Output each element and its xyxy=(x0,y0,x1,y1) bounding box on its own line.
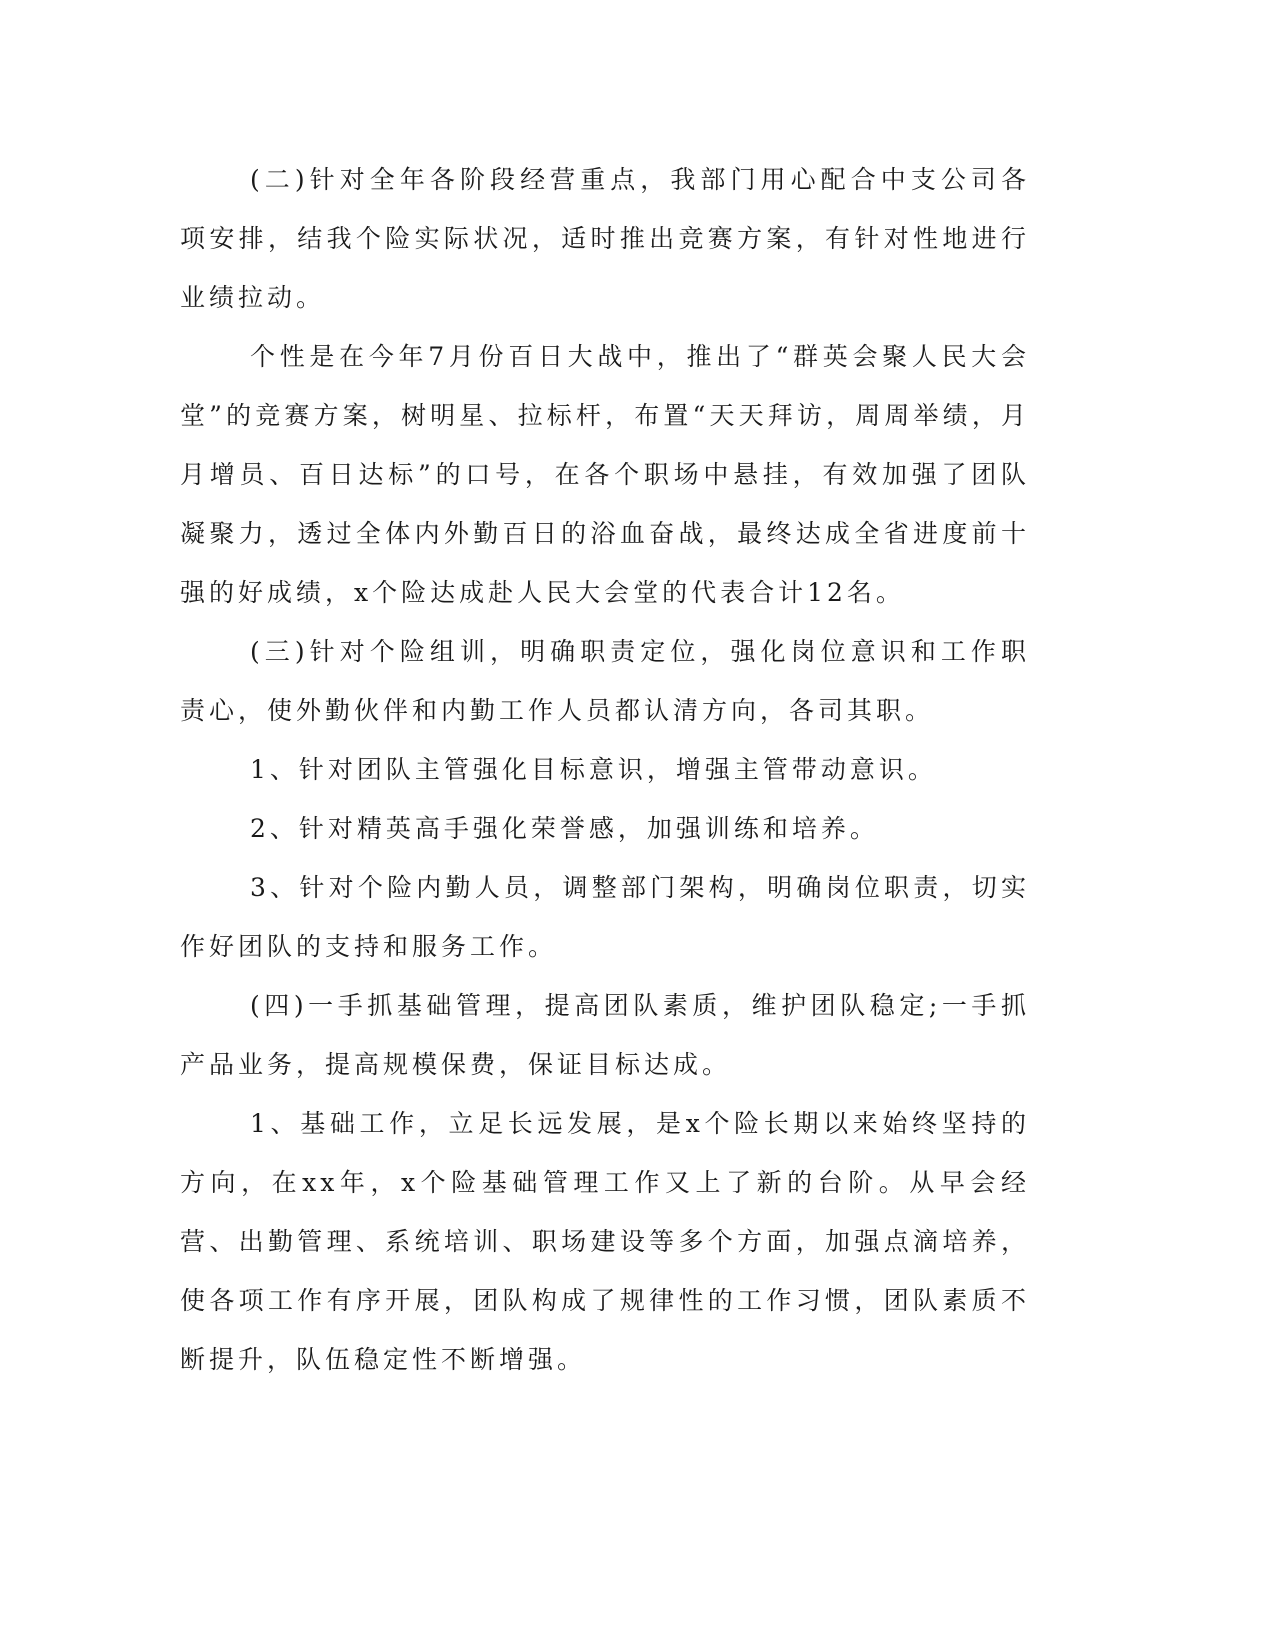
paragraph-item-office-staff: 3、针对个险内勤人员，调整部门架构，明确岗位职责，切实作好团队的支持和服务工作。 xyxy=(180,873,1030,961)
paragraph-hundred-day-campaign: 个性是在今年7月份百日大战中，推出了“群英会聚人民大会堂”的竞赛方案，树明星、拉标杆，布置“天天拜访，周周举绩，月月增员、百日达标”的口号，在各个职场中悬挂，有效加强了团队凝聚力，透过全体内外勤百日的浴血奋战，最终达成全省进度前十强的好成绩，x个险达成赴人民大会堂的代表合计12名。 xyxy=(180,342,1030,607)
paragraph-basic-management: (四)一手抓基础管理，提高团队素质，维护团队稳定;一手抓产品业务，提高规模保费，保证目标达成。 xyxy=(180,991,1030,1079)
paragraph-item-elite: 2、针对精英高手强化荣誉感，加强训练和培养。 xyxy=(250,814,879,843)
document-body xyxy=(180,150,1030,1389)
paragraph-foundation-work: 1、基础工作，立足长远发展，是x个险长期以来始终坚持的方向，在xx年，x个险基础管理工作又上了新的台阶。从早会经营、出勤管理、系统培训、职场建设等多个方面，加强点滴培养，使各项工作有序开展，团队构成了规律性的工作习惯，团队素质不断提升，队伍稳定性不断增强。 xyxy=(180,1109,1030,1374)
paragraph-training-roles: (三)针对个险组训，明确职责定位，强化岗位意识和工作职责心，使外勤伙伴和内勤工作人员都认清方向，各司其职。 xyxy=(180,637,1030,725)
paragraph-item-supervisors: 1、针对团队主管强化目标意识，增强主管带动意识。 xyxy=(250,755,937,784)
paragraph-contest-plan: (二)针对全年各阶段经营重点，我部门用心配合中支公司各项安排，结我个险实际状况，适时推出竞赛方案，有针对性地进行业绩拉动。 xyxy=(180,165,1030,312)
